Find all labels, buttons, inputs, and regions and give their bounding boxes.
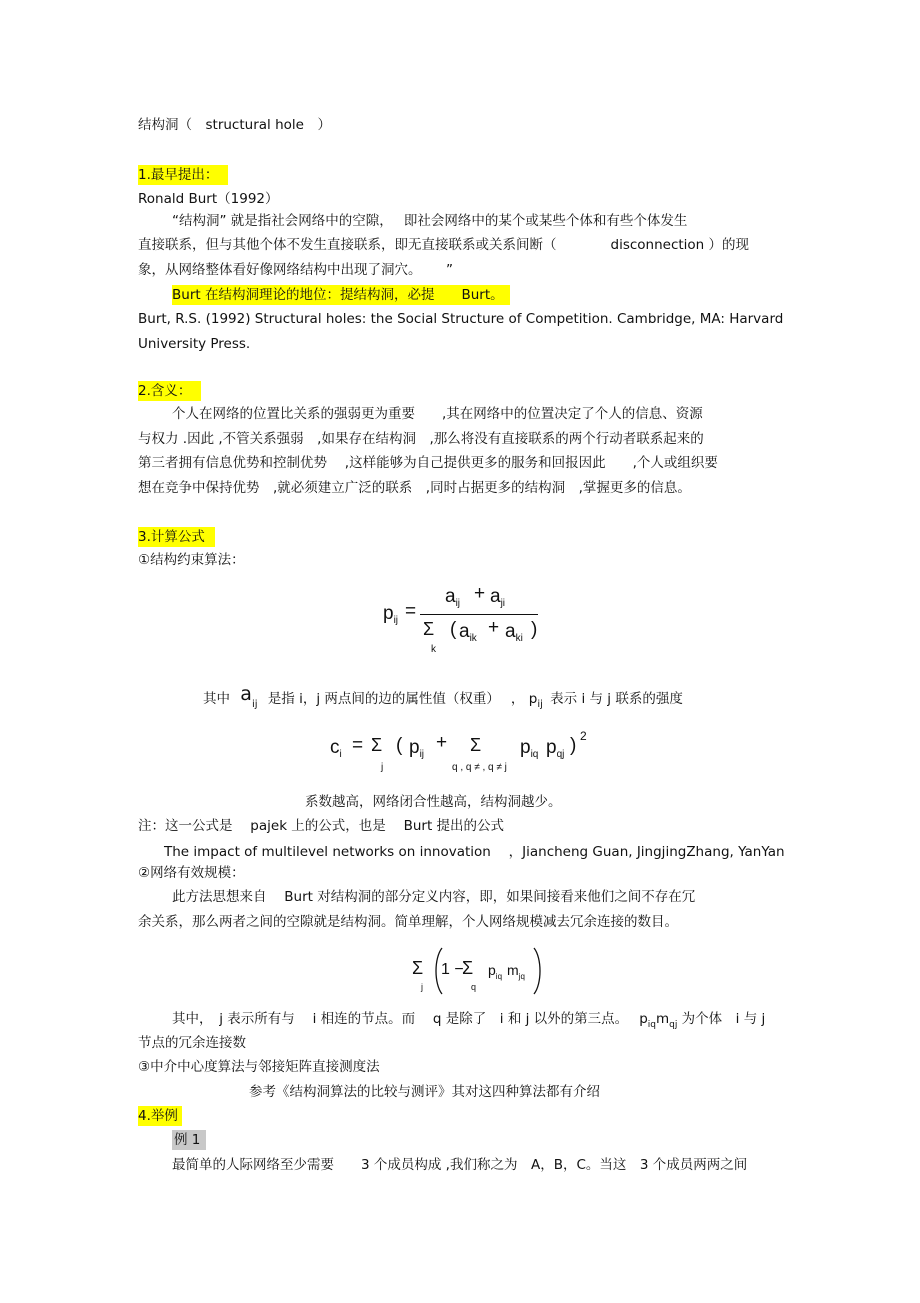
f1-den-a2: $a_{ki}$ <box>505 621 523 644</box>
f2-sigma-2-index: q , q ≠ , q ≠ j <box>452 762 507 773</box>
f1-den-rparen: ) <box>531 619 538 640</box>
formula-2-note: 系数越高，网络闭合性越高，结构洞越少。 <box>305 794 562 810</box>
f1-p: $p_{ij}$ <box>383 603 399 626</box>
author-line: Ronald Burt（1992） <box>138 191 279 207</box>
section-heading-1 <box>138 166 228 184</box>
f3-p: $p_{iq}$ <box>488 962 503 981</box>
burt-status-line <box>172 286 510 304</box>
example-label <box>172 1131 206 1149</box>
f3-one-minus: 1 − <box>441 961 464 978</box>
f1-sigma-index: k <box>431 644 436 655</box>
heading-2-text: 2.含义： <box>138 381 201 401</box>
f3-m: $m_{jq}$ <box>507 962 525 981</box>
method-2-explain-1: 其中， j 表示所有与 i 相连的节点。而 q 是除了 i 和 j 以外的第三点。 $p_{iq}m_{qj}$ 为个体 i 与 j <box>172 1011 766 1030</box>
f2-p: $p_{ij}$ <box>409 737 425 760</box>
method-3-reference: 参考《结构洞算法的比较与测评》其对这四种算法都有介绍 <box>249 1084 600 1100</box>
example-line-1: 最简单的人际网络至少需要 3 个成员构成 ,我们称之为 A，B，C。当这 3 个成员两两之间 <box>172 1157 748 1173</box>
f3-sigma-1-index: j <box>421 982 423 992</box>
definition-line-2: 直接联系，但与其他个体不发生直接联系，即无直接联系或关系间断（ disconnection ）的现 <box>138 237 750 253</box>
method-2-explain-2: 节点的冗余连接数 <box>138 1035 246 1051</box>
reference-line-1: Burt, R.S. (1992) Structural holes: the Social Structure of Competition. Cambridge, MA: Harvard <box>138 311 784 327</box>
burt-status-text: Burt 在结构洞理论的地位：提结构洞，必提 Burt。 <box>172 285 510 305</box>
method-2-line-1: 此方法思想来自 Burt 对结构洞的部分定义内容，即，如果间接看来他们之间不存在冗 <box>172 889 696 905</box>
f2-lparen: ( <box>396 735 403 756</box>
f1-den-lparen: ( <box>450 619 457 640</box>
definition-line-3: 象，从网络整体看好像网络结构中出现了洞穴。 ” <box>138 262 454 278</box>
heading-1-text: 1.最早提出： <box>138 165 228 185</box>
f3-sigma-1: Σ <box>412 958 424 978</box>
definition-line-1: “结构洞” 就是指社会网络中的空隙， 即社会网络中的某个或某些个体和有些个体发生 <box>172 213 688 229</box>
f3-sigma-2: Σ <box>462 958 474 978</box>
meaning-line-3: 第三者拥有信息优势和控制优势 ,这样能够为自己提供更多的服务和回报因此 ,个人或组织要 <box>138 455 718 471</box>
page-title: 结构洞（ structural hole ） <box>138 117 331 133</box>
f2-rparen: ) <box>570 735 577 756</box>
meaning-line-1: 个人在网络的位置比关系的强弱更为重要 ,其在网络中的位置决定了个人的信息、资源 <box>172 406 703 422</box>
f2-plus: + <box>436 732 448 753</box>
f2-equals: = <box>352 735 364 756</box>
method-3-title: ③中介中心度算法与邻接矩阵直接测度法 <box>138 1059 380 1075</box>
f1-sigma: Σ <box>423 619 435 639</box>
f1-num-a2: $a_{ji}$ <box>490 586 506 609</box>
f2-exponent: 2 <box>580 729 587 743</box>
method-2-line-2: 余关系，那么两者之间的空隙就是结构洞。简单理解，个人网络规模减去冗余连接的数目。 <box>138 914 678 930</box>
f3-right-bracket <box>531 946 545 996</box>
f1-den-a1: $a_{ik}$ <box>459 621 477 644</box>
section-heading-2 <box>138 382 201 400</box>
f2-sigma-1: Σ <box>371 735 383 755</box>
heading-3-text: 3.计算公式 <box>138 527 215 547</box>
note-line-1: 注：这一公式是 pajek 上的公式，也是 Burt 提出的公式 <box>138 818 505 834</box>
reference-line-2: University Press. <box>138 336 251 352</box>
f3-sigma-2-index: q <box>471 982 477 992</box>
example-label-text: 例 1 <box>172 1130 206 1150</box>
method-1-title: ①结构约束算法： <box>138 552 245 568</box>
f2-piq: $p_{iq}$ <box>520 737 539 760</box>
f1-num-plus: + <box>474 583 486 604</box>
method-2-title: ②网络有效规模： <box>138 865 245 881</box>
f2-pqj: $p_{qj}$ <box>546 737 565 760</box>
meaning-line-2: 与权力 .因此 ,不管关系强弱 ,如果存在结构洞 ,那么将没有直接联系的两个行动者联系起来的 <box>138 431 704 447</box>
f1-num-a1: $a_{ij}$ <box>445 586 461 609</box>
f2-c: $c_i$ <box>330 737 342 760</box>
section-heading-3 <box>138 528 215 546</box>
f1-den-plus: + <box>488 617 500 638</box>
f1-equals: = <box>405 601 417 622</box>
f2-sigma-2: Σ <box>470 735 482 755</box>
f1-fraction-bar <box>420 614 538 615</box>
formula-explanation: 其中 $a_{ij}$ 是指 i，j 两点间的边的属性值（权重） ， $p_{ij}$ 表示 i 与 j 联系的强度 <box>203 683 683 710</box>
meaning-line-4: 想在竞争中保持优势 ,就必须建立广泛的联系 ,同时占据更多的结构洞 ,掌握更多的信息。 <box>138 480 691 496</box>
heading-4-text: 4.举例 <box>138 1106 182 1126</box>
f2-sigma-1-index: j <box>381 762 384 773</box>
section-heading-4 <box>138 1107 182 1125</box>
note-line-2: The impact of multilevel networks on innovation ，Jiancheng Guan, JingjingZhang, YanYan <box>164 844 785 860</box>
